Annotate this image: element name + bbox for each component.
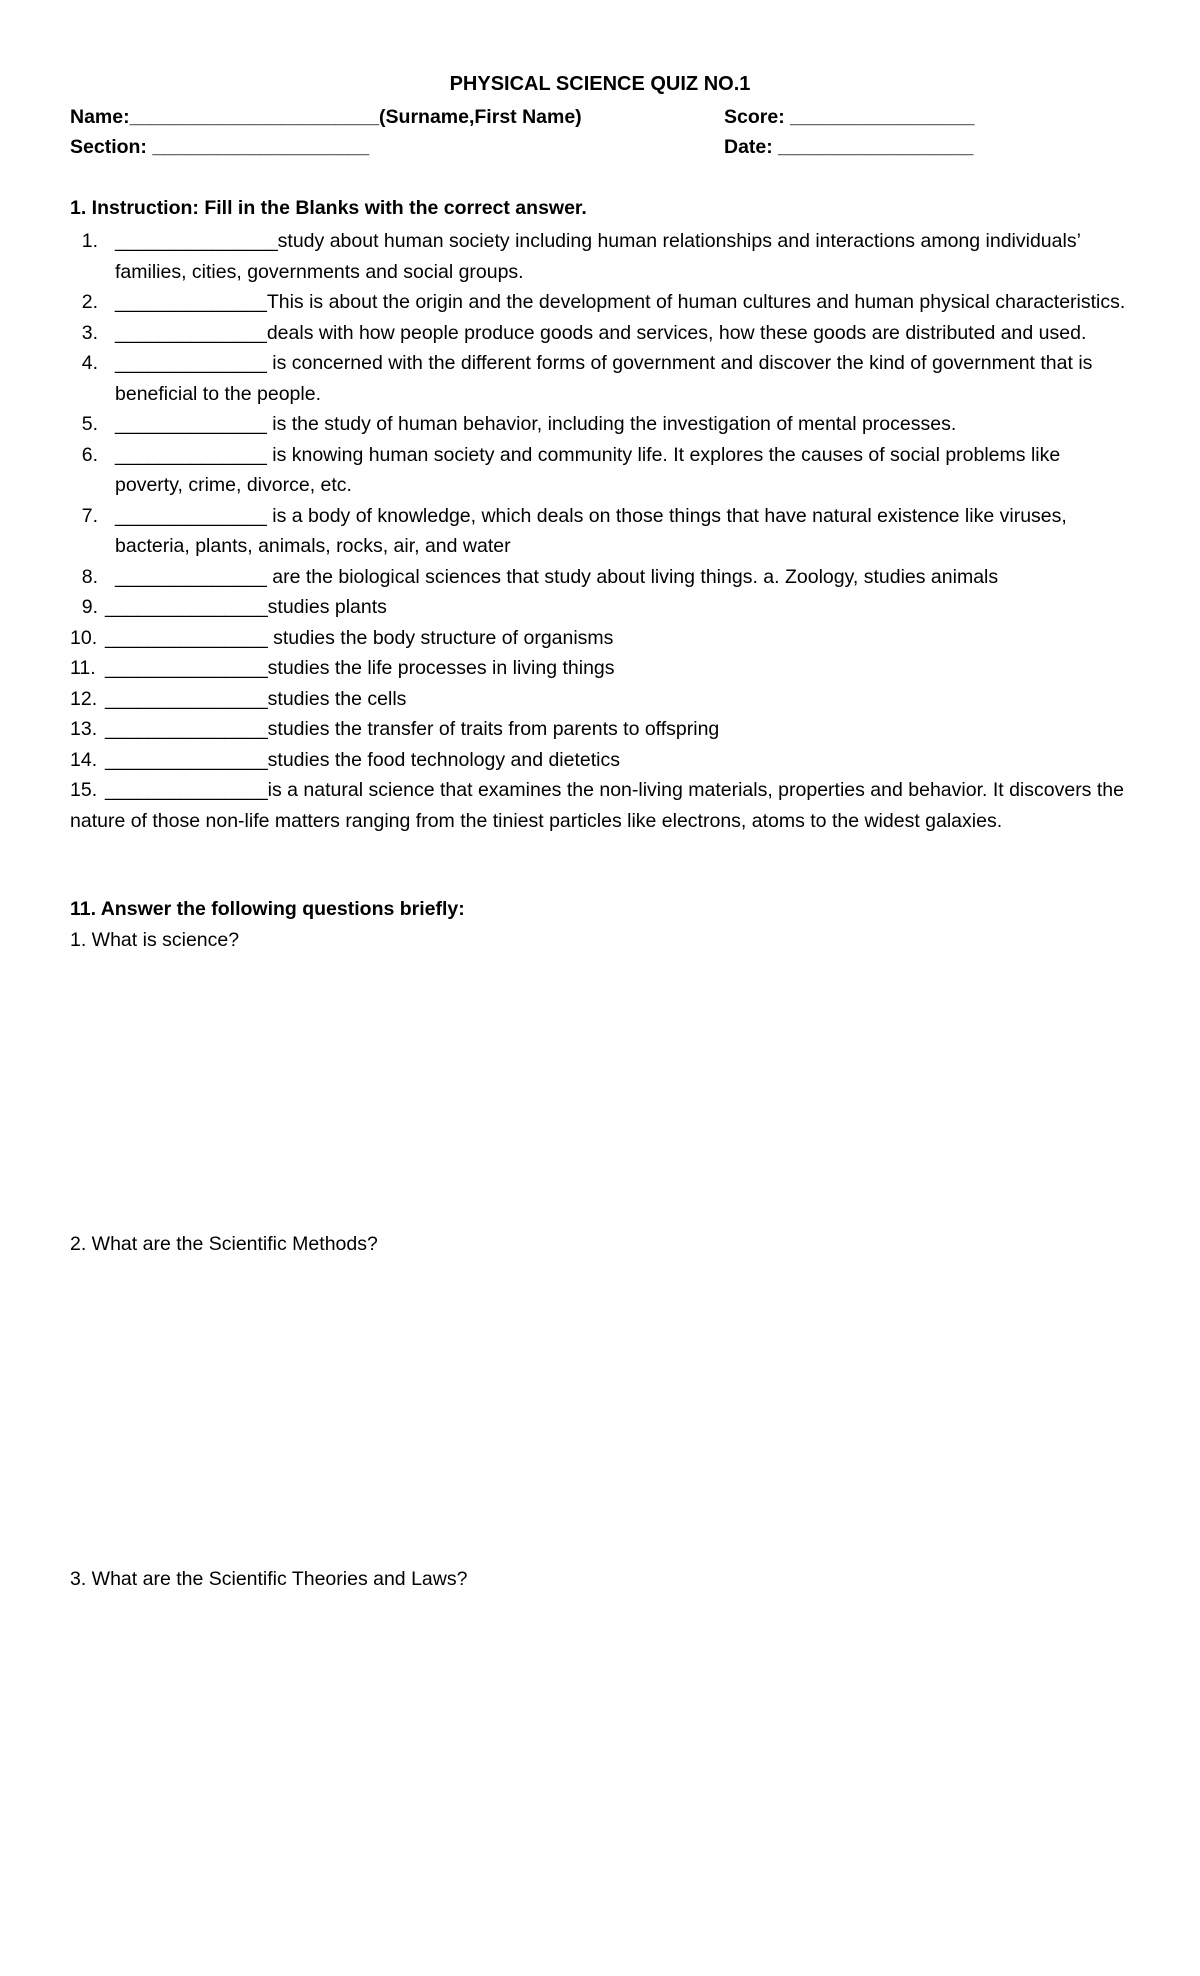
score-field-label: Score: _________________ <box>724 106 975 128</box>
item-text: _______________studies plants <box>105 596 387 618</box>
list-item <box>70 623 1130 654</box>
item-text: _______________ studies the body structure of organisms <box>105 626 614 649</box>
question-2: 2. What are the Scientific Methods? <box>70 1233 378 1255</box>
item-text: ______________ are the biological sciences that study about living things. a. Zoology, studies animals <box>115 565 999 588</box>
item-text: ______________ is concerned with the different forms of government and discover the kind of government that is beneficial to the people. <box>115 352 1093 405</box>
item-text: _______________is a natural science that examines the non-living materials, properties and behavior. It discovers the nature of those non-life matters ranging from the tiniest particles like electrons, atoms to the widest galaxies. <box>70 779 1124 832</box>
item-number: 1. <box>81 230 98 252</box>
date-field-label: Date: __________________ <box>724 136 974 158</box>
list-item <box>70 714 1130 745</box>
item-number: 10. <box>70 626 98 649</box>
item-text: ______________ is knowing human society and community life. It explores the causes of social problems like poverty, crime, divorce, etc. <box>115 443 1061 496</box>
item-number: 7. <box>81 504 98 527</box>
item-number: 6. <box>81 443 98 466</box>
item-number: 2. <box>81 291 98 313</box>
item-number: 5. <box>81 413 98 435</box>
item-text: ______________ is a body of knowledge, which deals on those things that have natural existence like viruses, bacteria, plants, animals, rocks, air, and water <box>115 504 1067 557</box>
list-item <box>70 745 1130 776</box>
list-item <box>70 562 1130 593</box>
question-3: 3. What are the Scientific Theories and Laws? <box>70 1568 468 1590</box>
list-item <box>70 501 1130 562</box>
fill-in-blank-list <box>70 226 1130 836</box>
list-item <box>70 348 1130 409</box>
item-text: _______________studies the life processes in living things <box>105 657 615 679</box>
item-number: 3. <box>81 321 98 344</box>
item-number: 15. <box>70 779 98 801</box>
item-text: _______________studies the transfer of traits from parents to offspring <box>105 718 720 740</box>
list-item <box>70 409 1130 440</box>
list-item <box>70 440 1130 501</box>
section-field-label: Section: ____________________ <box>70 136 370 158</box>
item-number: 11. <box>70 657 96 679</box>
list-item <box>60 592 1130 623</box>
item-number: 12. <box>70 687 98 710</box>
list-item <box>70 287 1130 318</box>
item-text: _______________study about human society including human relationships and interactions among individuals’ families, cities, governments and social groups. <box>115 230 1081 283</box>
question-1: 1. What is science? <box>70 929 240 951</box>
list-item <box>70 226 1130 287</box>
quiz-title: PHYSICAL SCIENCE QUIZ NO.1 <box>449 73 751 95</box>
list-item <box>70 684 1130 715</box>
item-text: ______________This is about the origin and the development of human cultures and human physical characteristics. <box>115 291 1126 313</box>
list-item <box>70 653 1130 684</box>
item-number: 14. <box>70 748 98 771</box>
name-field-label: Name:_______________________(Surname,First Name) <box>70 106 582 128</box>
part1-instruction: 1. Instruction: Fill in the Blanks with the correct answer. <box>70 197 587 219</box>
item-number: 4. <box>81 352 98 374</box>
list-item <box>70 318 1130 349</box>
item-number: 9. <box>81 596 98 618</box>
list-item <box>70 775 1130 836</box>
part2-heading: 11. Answer the following questions briefly: <box>70 898 465 920</box>
item-text: ______________deals with how people produce goods and services, how these goods are distributed and used. <box>115 321 1087 344</box>
item-text: _______________studies the cells <box>105 687 407 710</box>
item-text: ______________ is the study of human behavior, including the investigation of mental processes. <box>115 413 957 435</box>
item-text: _______________studies the food technology and dietetics <box>105 748 620 771</box>
item-number: 13. <box>70 718 98 740</box>
item-number: 8. <box>81 565 98 588</box>
